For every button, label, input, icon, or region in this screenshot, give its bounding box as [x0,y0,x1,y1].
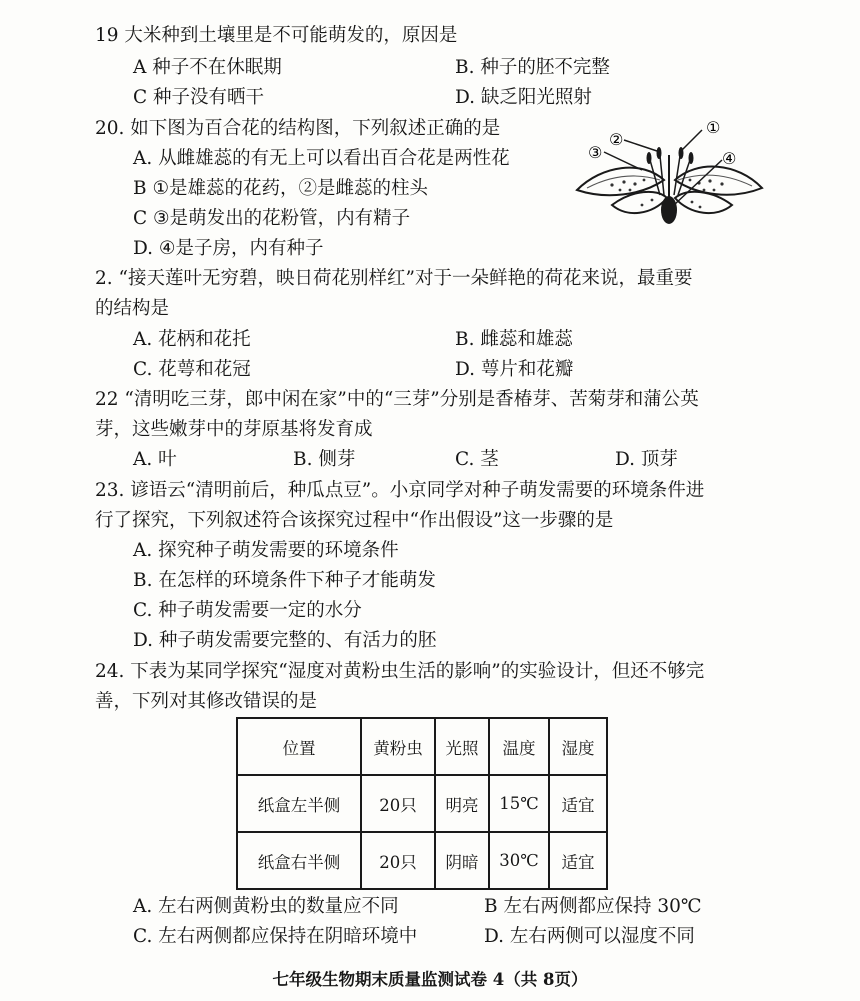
table-row [237,775,607,832]
q23-stem-line1: 23. 谚语云“清明前后，种瓜点豆”。小京同学对种子萌发需要的环境条件进 [95,480,705,501]
q19-option-d: D. 缺乏阳光照射 [455,87,592,108]
q22-stem-line2: 芽，这些嫩芽中的芽原基将发育成 [95,419,373,440]
table-header-cell: 位置 [237,718,361,775]
q20-option-b: B ①是雄蕊的花药，②是雌蕊的柱头 [133,178,429,199]
table-cell: 明亮 [435,775,489,832]
q24-option-c: C. 左右两侧都应保持在阴暗环境中 [133,926,418,947]
q19-option-b: B. 种子的胚不完整 [455,57,610,78]
q21-option-b: B. 雌蕊和雄蕊 [455,329,573,350]
table-header-row [237,718,607,775]
q20-option-a: A. 从雌雄蕊的有无上可以看出百合花是两性花 [133,148,510,169]
q21-option-c: C. 花萼和花冠 [133,359,251,380]
q19-option-a: A 种子不在休眠期 [133,57,282,78]
table-cell: 适宜 [549,775,607,832]
q22-option-c: C. 茎 [455,449,499,470]
q22-stem-line1: 22 “清明吃三芽，郎中闲在家”中的“三芽”分别是香椿芽、苦菊芽和蒲公英 [95,389,699,410]
figure-label-1: ① [706,118,721,137]
q24-option-a: A. 左右两侧黄粉虫的数量应不同 [133,896,399,917]
table-header-cell: 湿度 [549,718,607,775]
table-cell: 阴暗 [435,832,489,889]
q24-stem-line1: 24. 下表为某同学探究“湿度对黄粉虫生活的影响”的实验设计，但还不够完 [95,661,705,682]
q23-option-d: D. 种子萌发需要完整的、有活力的胚 [133,630,437,651]
table-cell: 30℃ [489,832,549,889]
q20-option-c: C ③是萌发出的花粉管，内有精子 [133,208,411,229]
q19-stem: 19 大米种到土壤里是不可能萌发的，原因是 [95,25,458,46]
table-cell: 15℃ [489,775,549,832]
q22-option-b: B. 侧芽 [293,449,356,470]
table-cell: 20只 [361,832,435,889]
q19-option-c: C 种子没有晒干 [133,87,265,108]
q22-option-a: A. 叶 [133,449,177,470]
q20-stem: 20. 如下图为百合花的结构图，下列叙述正确的是 [95,118,501,139]
table-header-cell: 黄粉虫 [361,718,435,775]
table-cell: 20只 [361,775,435,832]
q20-option-d: D. ④是子房，内有种子 [133,238,324,259]
q23-option-a: A. 探究种子萌发需要的环境条件 [133,540,399,561]
table-cell: 纸盒左半侧 [237,775,361,832]
table-cell: 适宜 [549,832,607,889]
experiment-table [236,717,608,890]
table-header-cell: 光照 [435,718,489,775]
table-header-cell: 温度 [489,718,549,775]
q23-option-b: B. 在怎样的环境条件下种子才能萌发 [133,570,436,591]
q21-option-d: D. 萼片和花瓣 [455,359,574,380]
q24-option-b: B 左右两侧都应保持 30℃ [484,896,702,917]
figure-label-4: ④ [722,149,737,168]
q21-stem-line2: 的结构是 [95,298,170,319]
q22-option-d: D. 顶芽 [615,449,678,470]
figure-label-3: ③ [588,143,603,162]
table-row [237,832,607,889]
q23-stem-line2: 行了探究，下列叙述符合该探究过程中“作出假设”这一步骤的是 [95,510,614,531]
q23-option-c: C. 种子萌发需要一定的水分 [133,600,362,621]
q21-option-a: A. 花柄和花托 [133,329,251,350]
table-cell: 纸盒右半侧 [237,832,361,889]
q21-stem-line1: 2. “接天莲叶无穷碧，映日荷花别样红”对于一朵鲜艳的荷花来说，最重要 [95,268,693,289]
lily-flower-diagram [572,110,772,240]
figure-label-2: ② [609,130,624,149]
q24-option-d: D. 左右两侧可以湿度不同 [484,926,695,947]
q24-stem-line2: 善，下列对其修改错误的是 [95,691,318,712]
page-footer: 七年级生物期末质量监测试卷 4（共 8页） [272,970,588,989]
